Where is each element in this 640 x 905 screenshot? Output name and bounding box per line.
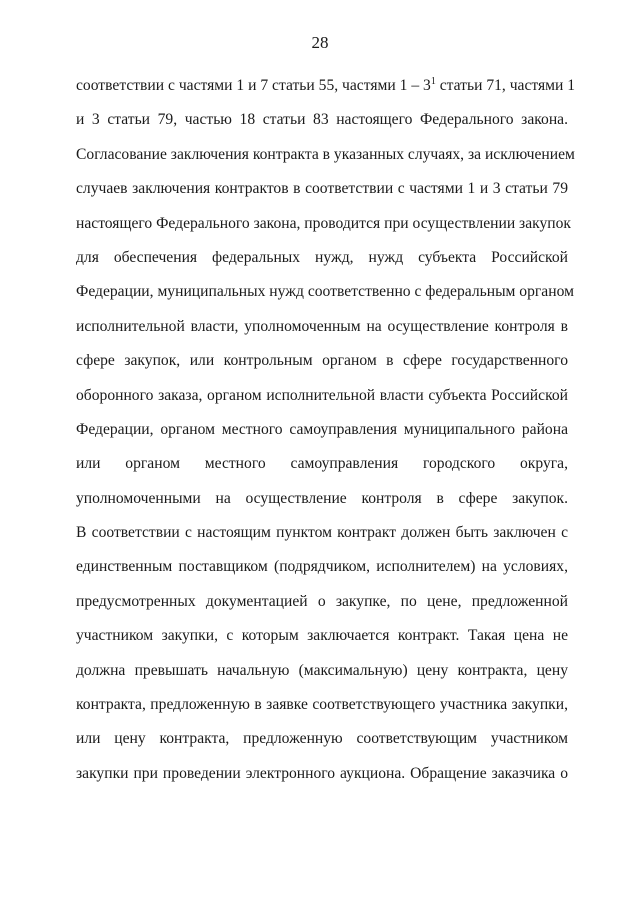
body-text bbox=[76, 74, 576, 796]
text-line: Федерации, органом местного самоуправления муниципального района bbox=[76, 420, 568, 438]
text-line: настоящего Федерального закона, проводится при осуществлении закупок bbox=[76, 214, 572, 232]
superscript: 1 bbox=[430, 76, 436, 87]
text-line: предусмотренных документацией о закупке, по цене, предложенной bbox=[76, 592, 568, 610]
text-line: для обеспечения федеральных нужд, нужд субъекта Российской bbox=[76, 248, 568, 266]
text-line: или органом местного самоуправления городского округа, bbox=[76, 455, 568, 473]
page-number: 28 bbox=[311, 33, 329, 52]
text-line: и 3 статьи 79, частью 18 статьи 83 настоящего Федерального закона. bbox=[76, 111, 568, 129]
text-line: закупки при проведении электронного аукциона. Обращение заказчика о bbox=[76, 764, 568, 782]
text-line: Федерации, муниципальных нужд соответственно с федеральным органом bbox=[76, 283, 574, 301]
text-line: оборонного заказа, органом исполнительной власти субъекта Российской bbox=[76, 386, 568, 404]
text-line: или цену контракта, предложенную соответствующим участником bbox=[76, 730, 568, 748]
text-line: контракта, предложенную в заявке соответствующего участника закупки, bbox=[76, 696, 568, 714]
text-line: уполномоченными на осуществление контроля в сфере закупок. bbox=[76, 489, 568, 507]
text-line: должна превышать начальную (максимальную) цену контракта, цену bbox=[76, 661, 568, 679]
text-line: случаев заключения контрактов в соответствии с частями 1 и 3 статьи 79 bbox=[76, 180, 568, 198]
text-line: единственным поставщиком (подрядчиком, исполнителем) на условиях, bbox=[76, 558, 568, 576]
text-line: исполнительной власти, уполномоченным на осуществление контроля в bbox=[76, 317, 568, 335]
text-line: сфере закупок, или контрольным органом в сфере государственного bbox=[76, 352, 568, 370]
text-line: соответствии с частями 1 и 7 статьи 55, частями $1 - 3^1$ статьи 71, частями 1 bbox=[76, 76, 576, 94]
text-line: Согласование заключения контракта в указанных случаях, за исключением bbox=[76, 145, 575, 163]
text-line: В соответствии с настоящим пунктом контракт должен быть заключен с bbox=[76, 524, 568, 542]
text-line: участником закупки, с которым заключается контракт. Такая цена не bbox=[76, 627, 568, 645]
